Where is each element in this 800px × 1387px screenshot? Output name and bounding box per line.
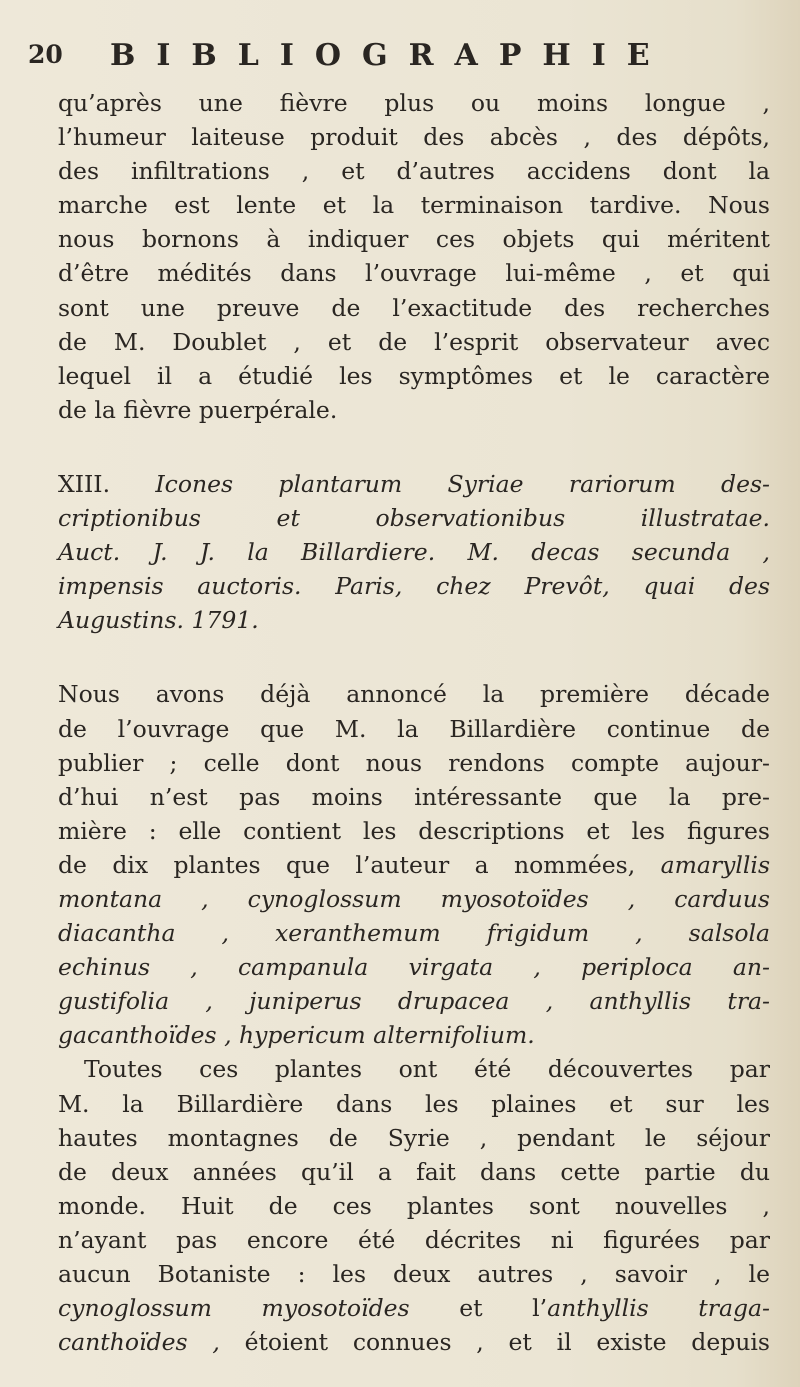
bibliography-entry [58, 467, 770, 637]
text-line: Nous avons déjà annoncé la première décade [58, 680, 770, 709]
text-line: mière : elle contient les descriptions et les figures [58, 816, 770, 845]
paragraph-1 [58, 86, 770, 427]
species-name: cynoglossum myosotoïdes [58, 1294, 410, 1323]
entry-line: impensis auctoris. Paris, chez Prevôt, quai des [58, 572, 770, 601]
text-run: étoient connues , et il existe depuis [244, 1328, 770, 1357]
text-line: n’ayant pas encore été décrites ni figurées par [58, 1225, 770, 1254]
entry-line: criptionibus et observationibus illustratae. [58, 504, 770, 533]
text-run: et l’ [459, 1294, 548, 1323]
text-line: de deux années qu’il a fait dans cette partie du [58, 1157, 770, 1186]
running-title: BIBLIOGRAPHIE [110, 38, 671, 73]
text-line: hautes montagnes de Syrie , pendant le séjour [58, 1123, 770, 1152]
species-list: gustifolia , juniperus drupacea , anthyllis tra- [58, 987, 770, 1016]
text-line: l’humeur laiteuse produit des abcès , des dépôts, [58, 123, 770, 152]
species-line [58, 916, 770, 950]
text-line: sont une preuve de l’exactitude des recherches [58, 293, 770, 322]
text-line: Toutes ces plantes ont été découvertes par [84, 1055, 770, 1084]
species-line [58, 1018, 770, 1052]
text-run: de dix plantes que l’auteur a nommées, [58, 850, 636, 879]
text-line: publier ; celle dont nous rendons compte aujour- [58, 748, 770, 777]
page-body [58, 86, 770, 1359]
text-line: d’être médités dans l’ouvrage lui-même , et qui [58, 259, 770, 288]
species-list: montana , cynoglossum myosotoïdes , carduus [58, 884, 770, 913]
page-number: 20 [28, 40, 63, 69]
text-line [58, 1325, 770, 1359]
page-header [28, 38, 768, 78]
paragraph-2 [58, 677, 770, 1359]
species-name: amaryllis [660, 850, 770, 879]
entry-title-line [58, 467, 770, 501]
text-line: M. la Billardière dans les plaines et sur les [58, 1089, 770, 1118]
text-line: monde. Huit de ces plantes sont nouvelles , [58, 1191, 770, 1220]
text-line: de l’ouvrage que M. la Billardière continue de [58, 714, 770, 743]
text-line: des infiltrations , et d’autres accidens dont la [58, 157, 770, 186]
entry-line: Augustins. 1791. [58, 606, 259, 635]
species-line [58, 950, 770, 984]
text-line: de la fièvre puerpérale. [58, 395, 338, 424]
species-list: gacanthoïdes , hypericum alternifolium. [58, 1021, 535, 1050]
species-name: canthoïdes , [58, 1328, 220, 1357]
species-line [58, 882, 770, 916]
entry-line: Auct. J. J. la Billardiere. M. decas secunda , [58, 538, 770, 567]
species-line [58, 984, 770, 1018]
text-line: marche est lente et la terminaison tardive. Nous [58, 191, 770, 220]
text-line [58, 1291, 770, 1325]
species-name: anthyllis traga- [547, 1294, 770, 1323]
species-list: diacantha , xeranthemum frigidum , salsola [58, 919, 770, 948]
text-line: de M. Doublet , et de l’esprit observateur avec [58, 327, 770, 356]
text-line: d’hui n’est pas moins intéressante que la pre- [58, 782, 770, 811]
text-line: qu’après une fièvre plus ou moins longue , [58, 89, 770, 117]
species-list: echinus , campanula virgata , periploca an- [58, 953, 770, 982]
text-line: nous bornons à indiquer ces objets qui méritent [58, 225, 770, 254]
text-line: lequel il a étudié les symptômes et le caractère [58, 361, 770, 390]
entry-title-text: Icones plantarum Syriae rariorum des- [155, 469, 770, 498]
text-line [58, 848, 770, 882]
entry-number: XIII. [58, 469, 111, 498]
text-line: aucun Botaniste : les deux autres , savoir , le [58, 1260, 770, 1288]
